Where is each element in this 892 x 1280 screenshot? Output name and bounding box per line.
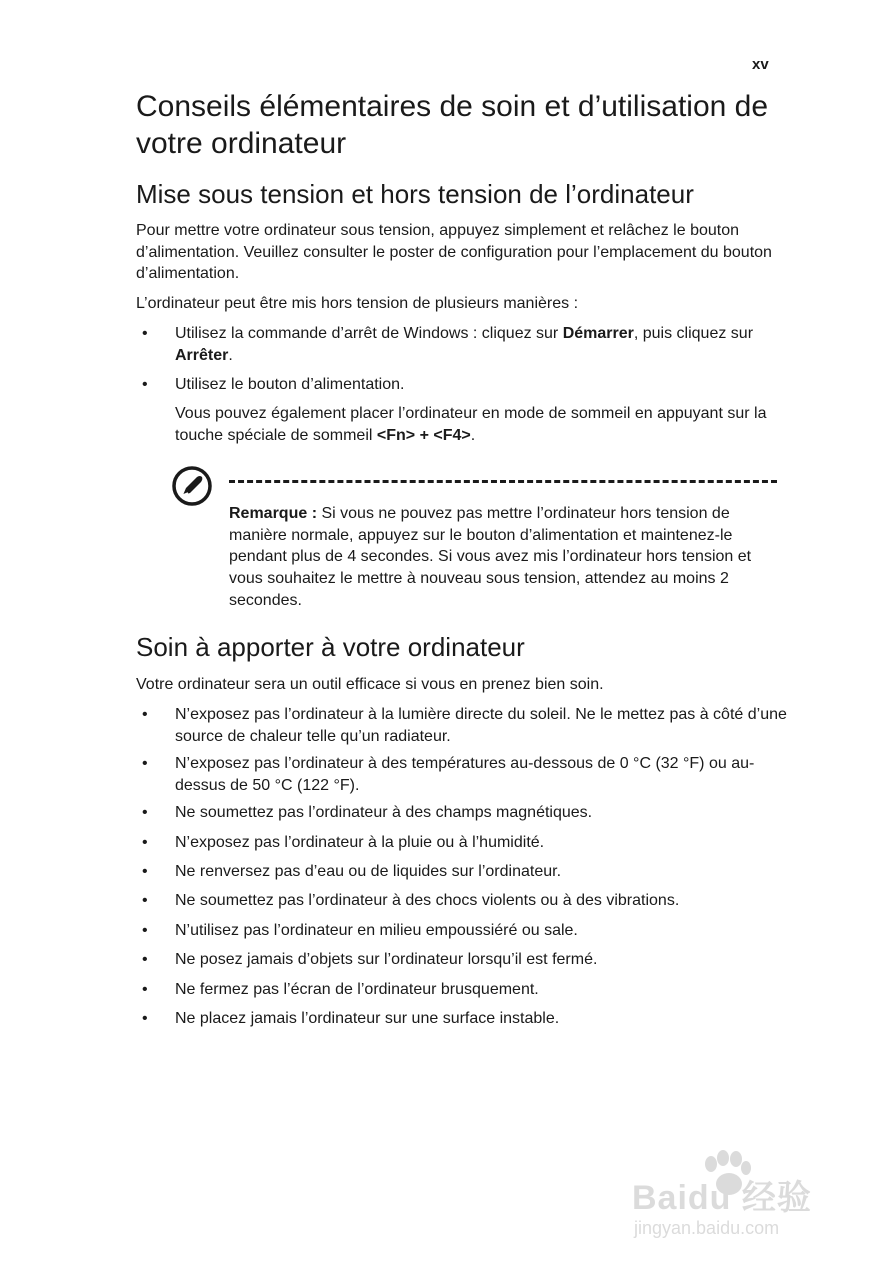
list-item-text: Ne renversez pas d’eau ou de liquides sur l’ordinateur. <box>175 863 562 880</box>
bullet-glyph: • <box>142 804 148 821</box>
bullet-glyph: • <box>142 951 148 968</box>
list-item-text: N’exposez pas l’ordinateur à des températures au-dessous de 0 °C (32 °F) ou au-dessus de 50 °C (122 °F). <box>175 755 755 794</box>
bullet-glyph: • <box>142 325 148 342</box>
page-number: xv <box>752 56 769 73</box>
sleep-key-combo: <Fn> + <F4> <box>376 426 471 444</box>
baidu-watermark <box>632 1150 872 1250</box>
list-item-text: Ne soumettez pas l’ordinateur à des chocs violents ou à des vibrations. <box>175 892 680 909</box>
section-heading-power: Mise sous tension et hors tension de l’ordinateur <box>136 179 694 209</box>
list-item-text: Ne soumettez pas l’ordinateur à des champs magnétiques. <box>175 804 593 821</box>
list-item-text: N’exposez pas l’ordinateur à la pluie ou à l’humidité. <box>175 834 545 851</box>
list-item-text: Utilisez le bouton d’alimentation. <box>175 376 405 393</box>
list-item-text: N’utilisez pas l’ordinateur en milieu empoussiéré ou sale. <box>175 922 578 939</box>
stop-label: Arrêter <box>175 346 229 364</box>
list-item-text: Utilisez la commande d’arrêt de Windows : cliquez sur Démarrer, puis cliquez sur Arrêter. <box>175 325 754 364</box>
bullet-glyph: • <box>142 981 148 998</box>
list-item-text: Ne posez jamais d’objets sur l’ordinateur lorsqu’il est fermé. <box>175 951 598 968</box>
sleep-mode-paragraph: Vous pouvez également placer l’ordinateur en mode de sommeil en appuyant sur la touche spéciale de sommeil <Fn> + <F4>. <box>175 405 767 444</box>
note-label: Remarque : <box>229 505 318 522</box>
start-label: Démarrer <box>562 325 634 342</box>
power-on-paragraph: Pour mettre votre ordinateur sous tension, appuyez simplement et relâchez le bouton d’alimentation. Veuillez consulter le poster de configuration pour l’emplacement du bouton d’alimentation. <box>136 222 772 282</box>
bullet-glyph: • <box>142 376 148 393</box>
bullet-glyph: • <box>142 892 148 909</box>
care-intro: Votre ordinateur sera un outil efficace si vous en prenez bien soin. <box>136 676 604 693</box>
note-pen-icon <box>170 464 214 508</box>
bullet-glyph: • <box>142 922 148 939</box>
watermark-url: jingyan.baidu.com <box>634 1218 780 1238</box>
note-dashed-divider <box>229 480 777 483</box>
list-item-text: Ne fermez pas l’écran de l’ordinateur brusquement. <box>175 981 539 998</box>
bullet-glyph: • <box>142 755 148 772</box>
note-text: Remarque : Si vous ne pouvez pas mettre l’ordinateur hors tension de manière normale, appuyez sur le bouton d’alimentation et maintenez-le pendant plus de 4 secondes. Si vous avez mis l’ordinateur hors tension et vous souhaitez le mettre à nouveau sous tension, attendez au moins 2 secondes. <box>229 505 752 609</box>
bullet-glyph: • <box>142 834 148 851</box>
section-heading-care: Soin à apporter à votre ordinateur <box>136 632 525 662</box>
power-off-intro: L’ordinateur peut être mis hors tension de plusieurs manières : <box>136 295 579 312</box>
page-title: Conseils élémentaires de soin et d’utilisation de votre ordinateur <box>136 90 769 160</box>
list-item-text: N’exposez pas l’ordinateur à la lumière directe du soleil. Ne le mettez pas à côté d’une source de chaleur telle qu’un radiateur. <box>175 706 787 745</box>
bullet-glyph: • <box>142 863 148 880</box>
list-item-text: Ne placez jamais l’ordinateur sur une surface instable. <box>175 1010 560 1027</box>
bullet-glyph: • <box>142 1010 148 1027</box>
watermark-logo: Baidu 经验 <box>632 1179 812 1217</box>
bullet-glyph: • <box>142 706 148 723</box>
